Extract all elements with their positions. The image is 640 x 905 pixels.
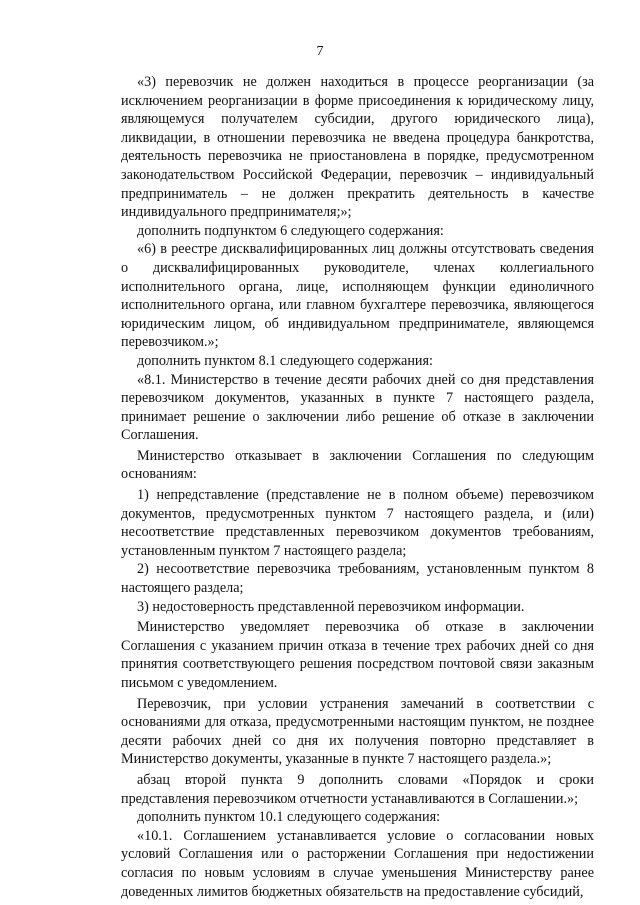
paragraph-item-10-1: «10.1. Соглашением устанавливается условие о согласовании новых условий Соглашения или о расторжении Соглашения при недостижении согласия по новым условиям в случае уменьшения Министерству ранее доведенных лимитов бюджетных обязательств на предоставление субсидий,	[121, 827, 594, 900]
paragraph-ground-3: 3) недостоверность представленной перевозчиком информации.	[137, 598, 525, 615]
paragraph-notification: Министерство уведомляет перевозчика об отказе в заключении Соглашения с указанием причин отказа в течение трех рабочих дней со дня принятия соответствующего решения посредством почтовой связи заказным письмом с уведомлением.	[121, 619, 594, 691]
document-body	[121, 73, 594, 901]
paragraph-item-8-1: «8.1. Министерство в течение десяти рабочих дней со дня представления перевозчиком документов, указанных в пункте 7 настоящего раздела, принимает решение о заключении либо решение об отказе в заключении Соглашения.	[121, 371, 594, 444]
paragraph-resubmission: Перевозчик, при условии устранения замечаний в соответствии с основаниями для отказа, предусмотренными настоящим пунктом, не позднее десяти рабочих дней со дня их получения повторно представляет в Министерство документы, указанные в пункте 7 настоящего раздела.»;	[121, 695, 594, 768]
paragraph-refusal-grounds: Министерство отказывает в заключении Соглашения по следующим основаниям:	[121, 447, 594, 483]
page-number: 7	[316, 44, 324, 59]
paragraph-item-6: «6) в реестре дисквалифицированных лиц должны отсутствовать сведения о дисквалифицированных руководителе, членах коллегиального исполнительного органа, лице, исполняющем функции единоличного исполнительного органа, или главном бухгалтере перевозчика, являющегося юридическим лицом, об индивидуальном предпринимателе, являющемся перевозчиком.»;	[121, 241, 594, 351]
paragraph-ground-2: 2) несоответствие перевозчика требованиям, установленным пунктом 8 настоящего раздела;	[121, 561, 594, 597]
paragraph-ground-1: 1) непредставление (представление не в полном объеме) перевозчиком документов, предусмотренных пунктом 7 настоящего раздела, и (или) несоответствие представленных перевозчиком документов требованиям, установленным пунктом 7 настоящего раздела;	[121, 487, 594, 559]
paragraph-amend-item-9: абзац второй пункта 9 дополнить словами «Порядок и сроки представления перевозчиком отчетности устанавливаются в Соглашении.»;	[121, 771, 594, 807]
paragraph-amend-item-10-1: дополнить пунктом 10.1 следующего содержания:	[137, 809, 441, 826]
paragraph-amend-subitem-6: дополнить подпунктом 6 следующего содержания:	[137, 222, 444, 239]
paragraph-amend-item-8-1: дополнить пунктом 8.1 следующего содержания:	[137, 352, 433, 369]
paragraph-item-3: «3) перевозчик не должен находиться в процессе реорганизации (за исключением реорганизации в форме присоединения к юридическому лицу, являющемуся получателем субсидии, другого юридического лица), ликвидации, в отношении перевозчика не введена процедура банкротства, деятельность перевозчика не приостановлена в порядке, предусмотренном законодательством Российской Федерации, перевозчик – индивидуальный предприниматель – не должен прекратить деятельность в качестве индивидуального предпринимателя;»;	[121, 74, 594, 221]
